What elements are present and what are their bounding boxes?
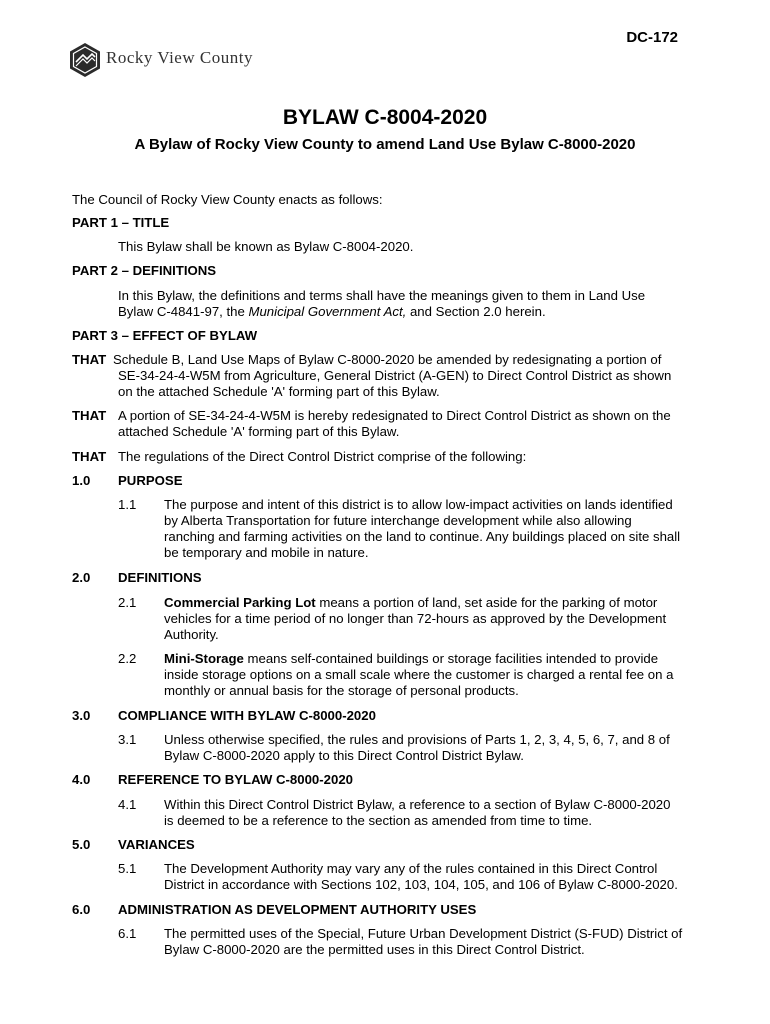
clause-line: ranching and farming activities on the land to continue. Any buildings placed on site shall [164,529,681,544]
part2-line2: Bylaw C-4841-97, the Municipal Government Act, and Section 2.0 herein. [118,304,546,319]
clause-number: 3.1 [118,732,137,747]
that-label: THAT [72,352,107,367]
section-heading: ADMINISTRATION AS DEVELOPMENT AUTHORITY USES [118,902,477,917]
bylaw-title: BYLAW C-8004-2020 [282,106,488,129]
section-heading: VARIANCES [118,837,195,852]
section-number: 2.0 [72,570,91,585]
bylaw-subtitle: A Bylaw of Rocky View County to amend Land Use Bylaw C-8000-2020 [134,136,636,153]
clause-line: Mini-Storage means self-contained buildings or storage facilities intended to provide [164,651,659,666]
section-number: 3.0 [72,708,91,723]
section-heading: REFERENCE TO BYLAW C-8000-2020 [118,772,353,787]
that3-line: The regulations of the Direct Control District comprise of the following: [118,449,527,464]
clause-line: is deemed to be a reference to the section as amended from time to time. [164,813,593,828]
that1-line: SE-34-24-4-W5M from Agriculture, General District (A-GEN) to Direct Control District as shown [118,368,672,383]
section-heading: DEFINITIONS [118,570,202,585]
part1-text: This Bylaw shall be known as Bylaw C-8004-2020. [118,239,414,254]
clause-number: 5.1 [118,861,137,876]
section-heading: PURPOSE [118,473,183,488]
logo-text: Rocky View County [106,48,253,67]
part2-line1: In this Bylaw, the definitions and terms shall have the meanings given to them in Land Use [118,288,646,303]
clause-line: by Alberta Transportation for future interchange development while also allowing [164,513,632,528]
that-label: THAT [72,449,107,464]
clause-line: Authority. [164,627,219,642]
that2-line: A portion of SE-34-24-4-W5M is hereby redesignated to Direct Control District as shown on the [118,408,671,423]
clause-line: Bylaw C-8000-2020 are the permitted uses in this Direct Control District. [164,942,585,957]
that-label: THAT [72,408,107,423]
part2-heading: PART 2 – DEFINITIONS [72,263,217,278]
clause-line: inside storage options on a small scale where the customer is charged a rental fee on a [164,667,674,682]
clause-line: monthly or annual basis for the storage of personal products. [164,683,519,698]
intro-text: The Council of Rocky View County enacts as follows: [72,192,383,207]
hexagon-logo-icon [68,42,102,78]
part1-heading: PART 1 – TITLE [72,215,170,230]
clause-line: The permitted uses of the Special, Future Urban Development District (S-FUD) District of [164,926,683,941]
county-logo [68,40,288,80]
clause-line: Within this Direct Control District Bylaw, a reference to a section of Bylaw C-8000-2020 [164,797,671,812]
that1-line: on the attached Schedule 'A' forming part of this Bylaw. [118,384,440,399]
clause-line: District in accordance with Sections 102, 103, 104, 105, and 106 of Bylaw C-8000-2020. [164,877,678,892]
clause-line: vehicles for a time period of no longer than 72-hours as approved by the Development [164,611,667,626]
clause-line: The purpose and intent of this district is to allow low-impact activities on lands identified [164,497,673,512]
clause-number: 6.1 [118,926,137,941]
that1-line: Schedule B, Land Use Maps of Bylaw C-8000-2020 be amended by redesignating a portion of [113,352,662,367]
clause-line: The Development Authority may vary any of the rules contained in this Direct Control [164,861,658,876]
clause-number: 2.1 [118,595,137,610]
section-heading: COMPLIANCE WITH BYLAW C-8000-2020 [118,708,376,723]
clause-number: 2.2 [118,651,137,666]
section-number: 6.0 [72,902,91,917]
section-number: 4.0 [72,772,91,787]
clause-line: Commercial Parking Lot means a portion of land, set aside for the parking of motor [164,595,658,610]
document-code: DC-172 [626,29,678,46]
section-number: 5.0 [72,837,91,852]
part3-heading: PART 3 – EFFECT OF BYLAW [72,328,258,343]
clause-number: 4.1 [118,797,137,812]
clause-line: be temporary and mobile in nature. [164,545,369,560]
clause-number: 1.1 [118,497,137,512]
clause-line: Bylaw C-8000-2020 apply to this Direct Control District Bylaw. [164,748,524,763]
clause-line: Unless otherwise specified, the rules and provisions of Parts 1, 2, 3, 4, 5, 6, 7, and 8 of [164,732,670,747]
that2-line: attached Schedule 'A' forming part of this Bylaw. [118,424,400,439]
section-number: 1.0 [72,473,91,488]
